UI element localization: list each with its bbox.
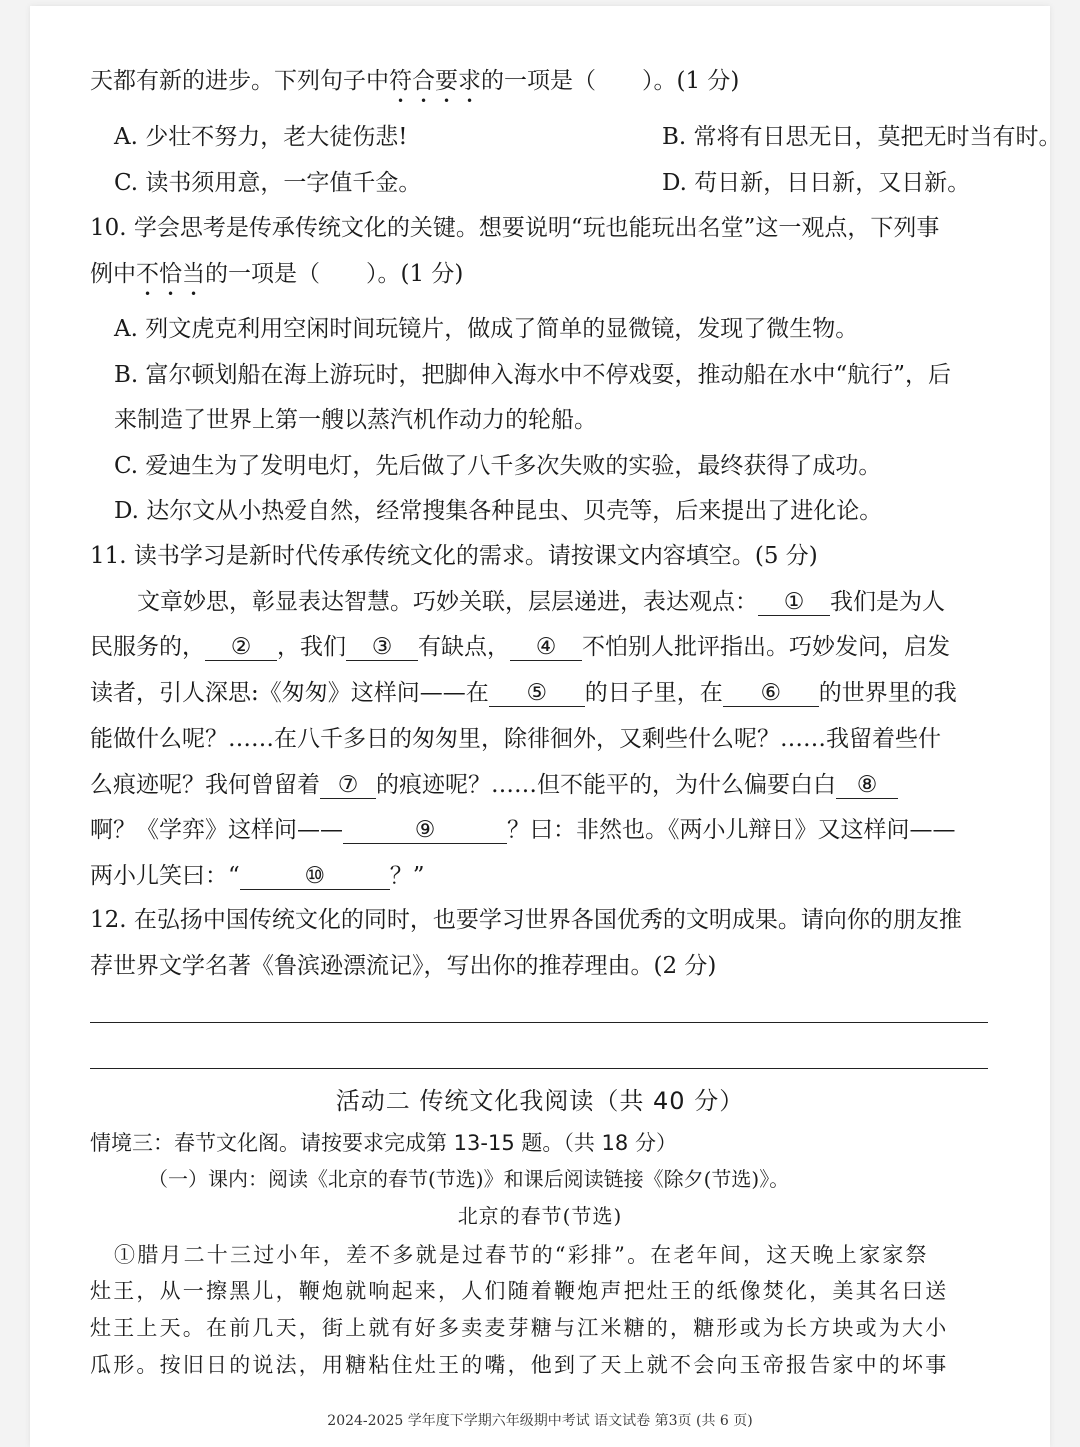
q10-option-d[interactable]: D. 达尔文从小热爱自然，经常搜集各种昆虫、贝壳等，后来提出了进化论。 bbox=[114, 498, 883, 524]
q12-stem-line2: 荐世界文学名著《鲁滨逊漂流记》，写出你的推荐理由。(2 分) bbox=[90, 953, 717, 979]
q9-option-a[interactable]: A. 少壮不努力，老大徒伤悲! bbox=[114, 124, 408, 150]
q10-stem-line1: 10. 学会思考是传承传统文化的关键。想要说明“玩也能玩出名堂”这一观点，下列事 bbox=[90, 215, 940, 241]
blank-10[interactable]: ⑩ bbox=[240, 863, 390, 890]
q9-stem: 天都有新的进步。下列句子中符合要求的一项是（ ）。(1 分) bbox=[90, 68, 740, 94]
q10-option-b-cont: 来制造了世界上第一艘以蒸汽机作动力的轮船。 bbox=[114, 407, 597, 433]
q11-line4: 能做什么呢？……在八千多日的匆匆里，除徘徊外，又剩些什么呢？……我留着些什 bbox=[90, 726, 941, 752]
section-heading: 活动二 传统文化我阅读（共 40 分） bbox=[335, 1087, 745, 1115]
q11-line2: 民服务的， ② ，我们 ③ 有缺点， ④ 不怕别人批评指出。巧妙发问，启发 bbox=[90, 634, 950, 660]
answer-line-2[interactable] bbox=[90, 1068, 988, 1069]
reading-line-4: 瓜形。按旧日的说法，用糖粘住灶王的嘴，他到了天上就不会向玉帝报告家中的坏事 bbox=[90, 1353, 949, 1377]
q10-emphasis: 不恰当 bbox=[136, 261, 205, 287]
q9-option-b[interactable]: B. 常将有日思无日，莫把无时当有时。 bbox=[662, 124, 1062, 150]
reading-line-1: ①腊月二十三过小年，差不多就是过春节的“彩排”。在老年间，这天晚上家家祭 bbox=[114, 1243, 929, 1267]
q9-options-row2 bbox=[114, 168, 988, 198]
q9-options-row1 bbox=[114, 122, 1062, 152]
q11-line3: 读者，引人深思:《匆匆》这样问——在 ⑤ 的日子里，在 ⑥ 的世界里的我 bbox=[90, 680, 957, 706]
blank-4[interactable]: ④ bbox=[510, 634, 582, 661]
reading-line-3: 灶王上天。在前几天，街上就有好多卖麦芽糖与江米糖的，糖形或为长方块或为大小 bbox=[90, 1316, 949, 1340]
reading-line-2: 灶王，从一擦黑儿，鞭炮就响起来，人们随着鞭炮声把灶王的纸像焚化，美其名曰送 bbox=[90, 1279, 949, 1303]
q9-option-c[interactable]: C. 读书须用意，一字值千金。 bbox=[114, 170, 422, 196]
blank-1[interactable]: ① bbox=[758, 589, 830, 616]
blank-5[interactable]: ⑤ bbox=[489, 680, 585, 707]
q10-option-a[interactable]: A. 列文虎克利用空闲时间玩镜片，做成了简单的显微镜，发现了微生物。 bbox=[114, 316, 859, 342]
q12-stem-line1: 12. 在弘扬中国传统文化的同时，也要学习世界各国优秀的文明成果。请向你的朋友推 bbox=[90, 907, 962, 933]
q11-line1: 文章妙思，彰显表达智慧。巧妙关联，层层递进，表达观点： ① 我们是为人 bbox=[137, 589, 945, 615]
q11-title: 11. 读书学习是新时代传承传统文化的需求。请按课文内容填空。(5 分) bbox=[90, 543, 818, 569]
article-title: 北京的春节(节选) bbox=[457, 1204, 623, 1228]
q11-line5: 么痕迹呢？我何曾留着 ⑦ 的痕迹呢？……但不能平的，为什么偏要白白 ⑧ bbox=[90, 770, 988, 800]
answer-line-1[interactable] bbox=[90, 1022, 988, 1023]
q10-option-b[interactable]: B. 富尔顿划船在海上游玩时，把脚伸入海水中不停戏耍，推动船在水中“航行”，后 bbox=[114, 362, 952, 388]
q9-option-d[interactable]: D. 苟日新，日日新，又日新。 bbox=[662, 170, 971, 196]
blank-3[interactable]: ③ bbox=[346, 634, 418, 661]
part-one-instruction: （一）课内：阅读《北京的春节(节选)》和课后阅读链接《除夕(节选)》。 bbox=[148, 1167, 790, 1191]
q9-emphasis: 符合要求 bbox=[389, 68, 481, 94]
blank-8[interactable]: ⑧ bbox=[836, 772, 898, 799]
blank-6[interactable]: ⑥ bbox=[723, 680, 819, 707]
blank-7[interactable]: ⑦ bbox=[320, 772, 376, 799]
q11-line7: 两小儿笑曰：“ ⑩ ？” bbox=[90, 863, 425, 889]
blank-9[interactable]: ⑨ bbox=[343, 817, 507, 844]
q10-stem-line2: 例中不恰当的一项是（ ）。(1 分) bbox=[90, 261, 464, 287]
situation-three: 情境三：春节文化阁。请按要求完成第 13-15 题。（共 18 分） bbox=[90, 1131, 677, 1155]
q10-option-c[interactable]: C. 爱迪生为了发明电灯，先后做了八千多次失败的实验，最终获得了成功。 bbox=[114, 453, 882, 479]
blank-2[interactable]: ② bbox=[205, 634, 277, 661]
q11-line6: 啊？《学弈》这样问—— ⑨ ？曰：非然也。《两小儿辩日》又这样问—— bbox=[90, 817, 956, 843]
page-footer: 2024-2025 学年度下学期六年级期中考试 语文试卷 第3页 (共 6 页) bbox=[327, 1413, 753, 1429]
exam-page bbox=[30, 6, 1062, 1447]
